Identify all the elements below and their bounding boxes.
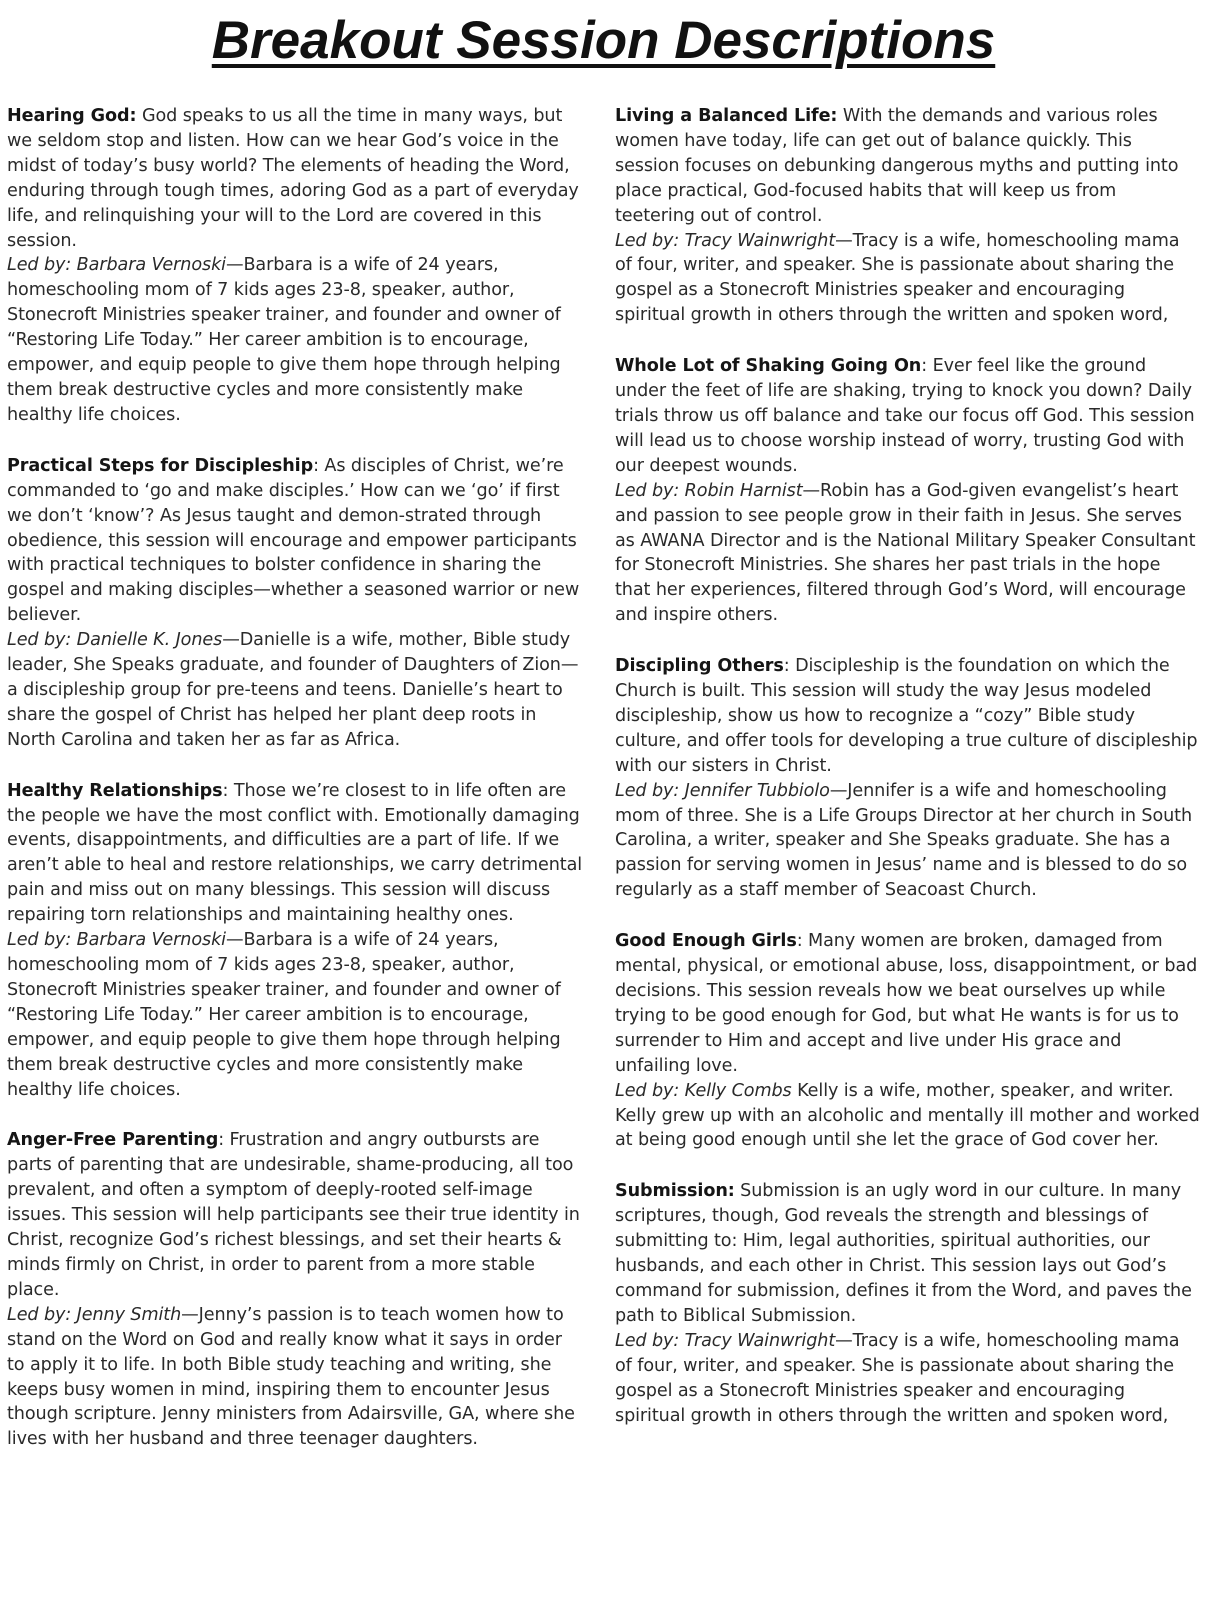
session-anger-free-parenting bbox=[7, 1128, 584, 1452]
session-name: Discipling Others bbox=[615, 656, 784, 677]
session-name: Submission: bbox=[615, 1181, 735, 1202]
session-discipling-others bbox=[615, 654, 1200, 903]
session-leader-bio: —Barbara is a wife of 24 years, homeschooling mom of 7 kids ages 23-8, speaker, author, Stonecroft Ministries speaker trainer, and founder and owner of “Restoring Life Today.” Her career ambition is to encourage, empower, and equip people to give them hope through helping them break destructive cycles and more consistently make healthy life choices. bbox=[7, 930, 561, 1100]
session-leader: Led by: Tracy Wainwright bbox=[615, 1330, 836, 1351]
session-leader-bio: —Tracy is a wife, homeschooling mama of four, writer, and speaker. She is passionate about sharing the gospel as a Stonecroft Ministries speaker and encouraging spiritual growth in others through the written and spoken word, bbox=[615, 1330, 1180, 1426]
session-leader: Led by: Barbara Vernoski bbox=[7, 930, 226, 951]
session-balanced-life bbox=[615, 104, 1200, 328]
session-hearing-god bbox=[7, 104, 584, 428]
session-healthy-relationships bbox=[7, 779, 584, 1103]
session-description: Submission is an ugly word in our culture. In many scriptures, though, God reveals the strength and blessings of submitting to: Him, legal authorities, spiritual authorities, our husbands, and each other in Christ. This session lays out God’s command for submission, defines it from the Word, and paves the path to Biblical Submission. bbox=[615, 1181, 1192, 1326]
session-description: : Those we’re closest to in life often are the people we have the most conflict with. Emotionally damaging events, disappointments, and difficulties are a part of life. If we aren’t able to heal and restore relationships, we carry detrimental pain and miss out on many blessings. This session will discuss repairing torn relationships and maintaining healthy ones. bbox=[7, 780, 583, 926]
session-good-enough-girls bbox=[615, 929, 1200, 1153]
page-title: Breakout Session Descriptions bbox=[211, 11, 996, 70]
session-name: Healthy Relationships bbox=[7, 780, 223, 801]
session-practical-steps bbox=[7, 454, 584, 753]
session-submission bbox=[615, 1179, 1200, 1428]
session-name: Practical Steps for Discipleship bbox=[7, 455, 314, 476]
session-leader-bio: —Barbara is a wife of 24 years, homeschooling mom of 7 kids ages 23-8, speaker, author, Stonecroft Ministries speaker trainer, and founder and owner of “Restoring Life Today.” Her career ambition is to encourage, empower, and equip people to give them hope through helping them break destructive cycles and more consistently make healthy life choices. bbox=[7, 255, 561, 425]
session-leader: Led by: Robin Harnist bbox=[615, 480, 803, 501]
session-name: Good Enough Girls bbox=[615, 931, 797, 952]
session-leader-bio: —Danielle is a wife, mother, Bible study leader, She Speaks graduate, and founder of Daughters of Zion—a discipleship group for pre-teens and teens. Danielle’s heart to share the gospel of Christ has helped her plant deep roots in North Carolina and taken her as far as Africa. bbox=[7, 630, 579, 750]
session-leader: Led by: Jennifer Tubbiolo bbox=[615, 780, 830, 801]
session-leader-bio: —Jenny’s passion is to teach women how to stand on the Word on God and really know what it says in order to apply it to life. In both Bible study teaching and writing, she keeps busy women in mind, inspiring them to encounter Jesus though scripture. Jenny ministers from Adairsville, GA, where she lives with her husband and three teenager daughters. bbox=[7, 1304, 575, 1450]
columns bbox=[7, 104, 1200, 1478]
session-description: : As disciples of Christ, we’re commanded to ‘go and make disciples.’ How can we ‘go’ if first we don’t ‘know’? As Jesus taught and demon-strated through obedience, this session will encourage and empower participants with practical techniques to bolster confidence in sharing the gospel and making disciples—whether a seasoned warrior or new believer. bbox=[7, 455, 580, 626]
session-leader: Led by: Kelly Combs bbox=[615, 1080, 792, 1101]
session-whole-lot-shaking bbox=[615, 354, 1200, 628]
session-description: : Ever feel like the ground under the feet of life are shaking, trying to knock you down? Daily trials throw us off balance and take our focus off God. This session will lead us to choose worship instead of worry, trusting God with our deepest wounds. bbox=[615, 356, 1195, 476]
session-leader-bio: Kelly is a wife, mother, speaker, and writer. Kelly grew up with an alcoholic and mentally ill mother and worked at being good enough until she let the grace of God cover her. bbox=[615, 1080, 1200, 1151]
session-leader: Led by: Barbara Vernoski bbox=[7, 255, 226, 276]
session-name: Hearing God: bbox=[7, 106, 137, 126]
session-description: With the demands and various roles women have today, life can get out of balance quickly. This session focuses on debunking dangerous myths and putting into place practical, God-focused habits that will keep us from teetering out of control. bbox=[615, 106, 1179, 226]
session-leader: Led by: Danielle K. Jones bbox=[7, 630, 223, 651]
session-description: : Many women are broken, damaged from mental, physical, or emotional abuse, loss, disappointment, or bad decisions. This session reveals how we beat ourselves up while trying to be good enough for God, but what He wants is for us to surrender to Him and accept and live under His grace and unfailing love. bbox=[615, 931, 1198, 1076]
session-leader-bio: —Jennifer is a wife and homeschooling mom of three. She is a Life Groups Director at her church in South Carolina, a writer, speaker and She Speaks graduate. She has a passion for serving women in Jesus’ name and is blessed to do so regularly as a staff member of Seacoast Church. bbox=[615, 780, 1193, 901]
session-description: : Frustration and angry outbursts are parts of parenting that are undesirable, shame-producing, all too prevalent, and often a symptom of deeply-rooted self-image issues. This session will help participants see their true identity in Christ, recognize God’s richest blessings, and set their hearts & minds firmly on Christ, in order to parent from a more stable place. bbox=[7, 1130, 580, 1300]
left-column bbox=[7, 104, 584, 1478]
session-name: Whole Lot of Shaking Going On bbox=[615, 356, 922, 377]
session-leader-bio: —Robin has a God-given evangelist’s heart and passion to see people grow in their faith in Jesus. She serves as AWANA Director and is the National Military Speaker Consultant for Stonecroft Ministries. She shares her past trials in the hope that her experiences, filtered through God’s Word, will encourage and inspire others. bbox=[615, 480, 1196, 626]
session-leader-bio: —Tracy is a wife, homeschooling mama of four, writer, and speaker. She is passionate about sharing the gospel as a Stonecroft Ministries speaker and encouraging spiritual growth in others through the written and spoken word, bbox=[615, 230, 1180, 326]
session-name: Living a Balanced Life: bbox=[615, 106, 838, 126]
right-column bbox=[615, 104, 1200, 1478]
session-description: God speaks to us all the time in many ways, but we seldom stop and listen. How can we hear God’s voice in the midst of today’s busy world? The elements of heading the Word, enduring through tough times, adoring God as a part of everyday life, and relinquishing your will to the Lord are covered in this session. bbox=[7, 106, 579, 251]
session-name: Anger-Free Parenting bbox=[7, 1130, 219, 1151]
session-description: : Discipleship is the foundation on which the Church is built. This session will study the way Jesus modeled discipleship, show us how to recognize a “cozy” Bible study culture, and offer tools for developing a true culture of discipleship with our sisters in Christ. bbox=[615, 656, 1198, 776]
session-leader: Led by: Jenny Smith bbox=[7, 1304, 182, 1325]
session-leader: Led by: Tracy Wainwright bbox=[615, 230, 836, 251]
